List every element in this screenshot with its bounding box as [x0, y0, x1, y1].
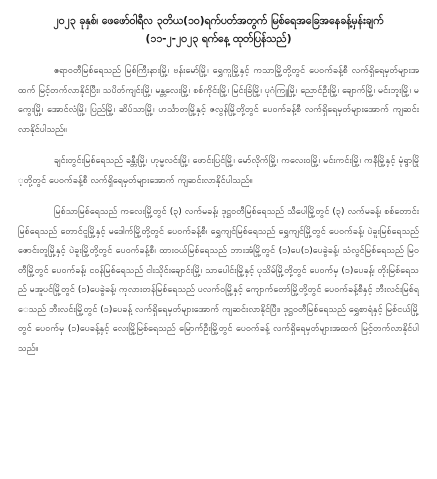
document-title: ၂၀၂၃ ခုနှစ်၊ ဖေဖော်ဝါရီလ ၃တိယ(၁၀)ရက်ပတ်အတွက် မြစ်ရေအခြေအနေခန့်မှန်းချက် — [53, 15, 384, 27]
paragraph-chindwin: ချင်းတွင်းမြစ်ရေသည် ခန္တီးမြို့၊ ဟုမ္မလင်းမြို့၊ ဖောင်းပြင်မြို့၊ မော်လိုက်မြို့၊ ကလေးဝမြို့၊ မင်းကင်းမြို့၊ ကနီမြို့နှင့် မုံရွာမြို့တို့တွင် ပေဝက်ခန့်စီ လက်ရှိရေမှတ်များအောက် ကျဆင်းလာနိုင်ပါသည်။ — [18, 156, 419, 186]
paragraph-other-rivers: မြစ်သာမြစ်ရေသည် ကလေးမြို့တွင် (၃) လက်မခန့်၊ ဒုဋ္ဌဝတီမြစ်ရေသည် သီပေါမြို့တွင် (၃) လက်မခန့်၊ စစ်တောင်းမြစ်ရေသည် တောင်ငူမြို့နှင့် မဒေါက်မြို့တို့တွင် ပေဝက်ခန့်စီ၊ ရွှေကျင်မြစ်ရေသည် ရွှေကျင်မြို့တွင် ပေဝက်ခန့်၊ ပဲခူးမြစ်ရေသည် ဇောင်းတူမြို့နှင့် ပဲခူးမြို့တို့တွင် ပေဝက်ခန့်စီ၊ ထားဝယ်မြစ်ရေသည် ဘားအံမြို့တွင် (၁)ပေ(၁)ပေခွဲခန့်၊ သံလွင်မြစ်ရေသည် မြဝတီမြို့တွင် ပေဝက်ခန့်၊ ငဝန်မြစ်ရေသည် ငါးသိုင်းချောင်းမြို့၊ သာပေါင်းမြို့နှင့် ပုသိမ်မြို့တို့တွင် ပေဝက်မှ (၁)ပေခန့်၊ တိုးမြစ်ရေသည် မအူပင်မြို့တွင် (၁)ပေခွဲခန့်၊ ကုလားတန်မြစ်ရေသည် ပလက်ဝမြို့နှင့် ကျောက်တော်မြို့တို့တွင် ပေဝက်ခန့်စီနှင့် ဘီးလင်းမြစ်ရေသည် ဘီးလင်းမြို့တွင် (၁)ပေခန့် လက်ရှိရေမှတ်များအောက် ကျဆင်းလာနိုင်ပြီး၊ ဒုဋ္ဌဝတီမြစ်ရေသည် ရွှေစာရံနှင့် မြစ်ငယ်မြို့တွင် ပေဝက်မှ (၁)ပေခန့်နှင့် လေးမြို့မြစ်ရေသည် မြောက်ဦးမြို့တွင် ပေဝက်ခန့် လက်ရှိရေမှတ်များအထက် မြင့်တက်လာနိုင်ပါသည်။ — [18, 207, 419, 354]
document-subtitle: (၁၁-၂-၂၀၂၃ ရက်နေ့ ထုတ်ပြန်သည်) — [145, 33, 292, 45]
paragraph-ayeyarwady: ဧရာဝတီမြစ်ရေသည် မြစ်ကြီးနားမြို့၊ ဗန်းမော်မြို့၊ ရွှေကူမြို့နှင့် ကသာမြို့တို့တွင် ပေဝက်ခန့်စီ လက်ရှိရေမှတ်များအထက် မြင့်တက်လာနိုင်ပြီး၊ သပိတ်ကျင်းမြို့၊ မန္တလေးမြို့၊ စစ်ကိုင်းမြို့၊ မြင်းခြံမြို့၊ ပုဂံကြူမြို့၊ ညောင်ဦးမြို့၊ ချောက်မြို့၊ မင်းဘူးမြို့၊ မကွေးမြို့၊ အောင်လံမြို့၊ ပြည်မြို့၊ ဆိပ်သာမြို့၊ ဟင်္သာတမြို့နှင့် ဇလွန်မြို့တို့တွင် ပေဝက်ခန့်စီ လက်ရှိရေမှတ်များအောက် ကျဆင်းလာနိုင်ပါသည်။ — [18, 66, 419, 135]
